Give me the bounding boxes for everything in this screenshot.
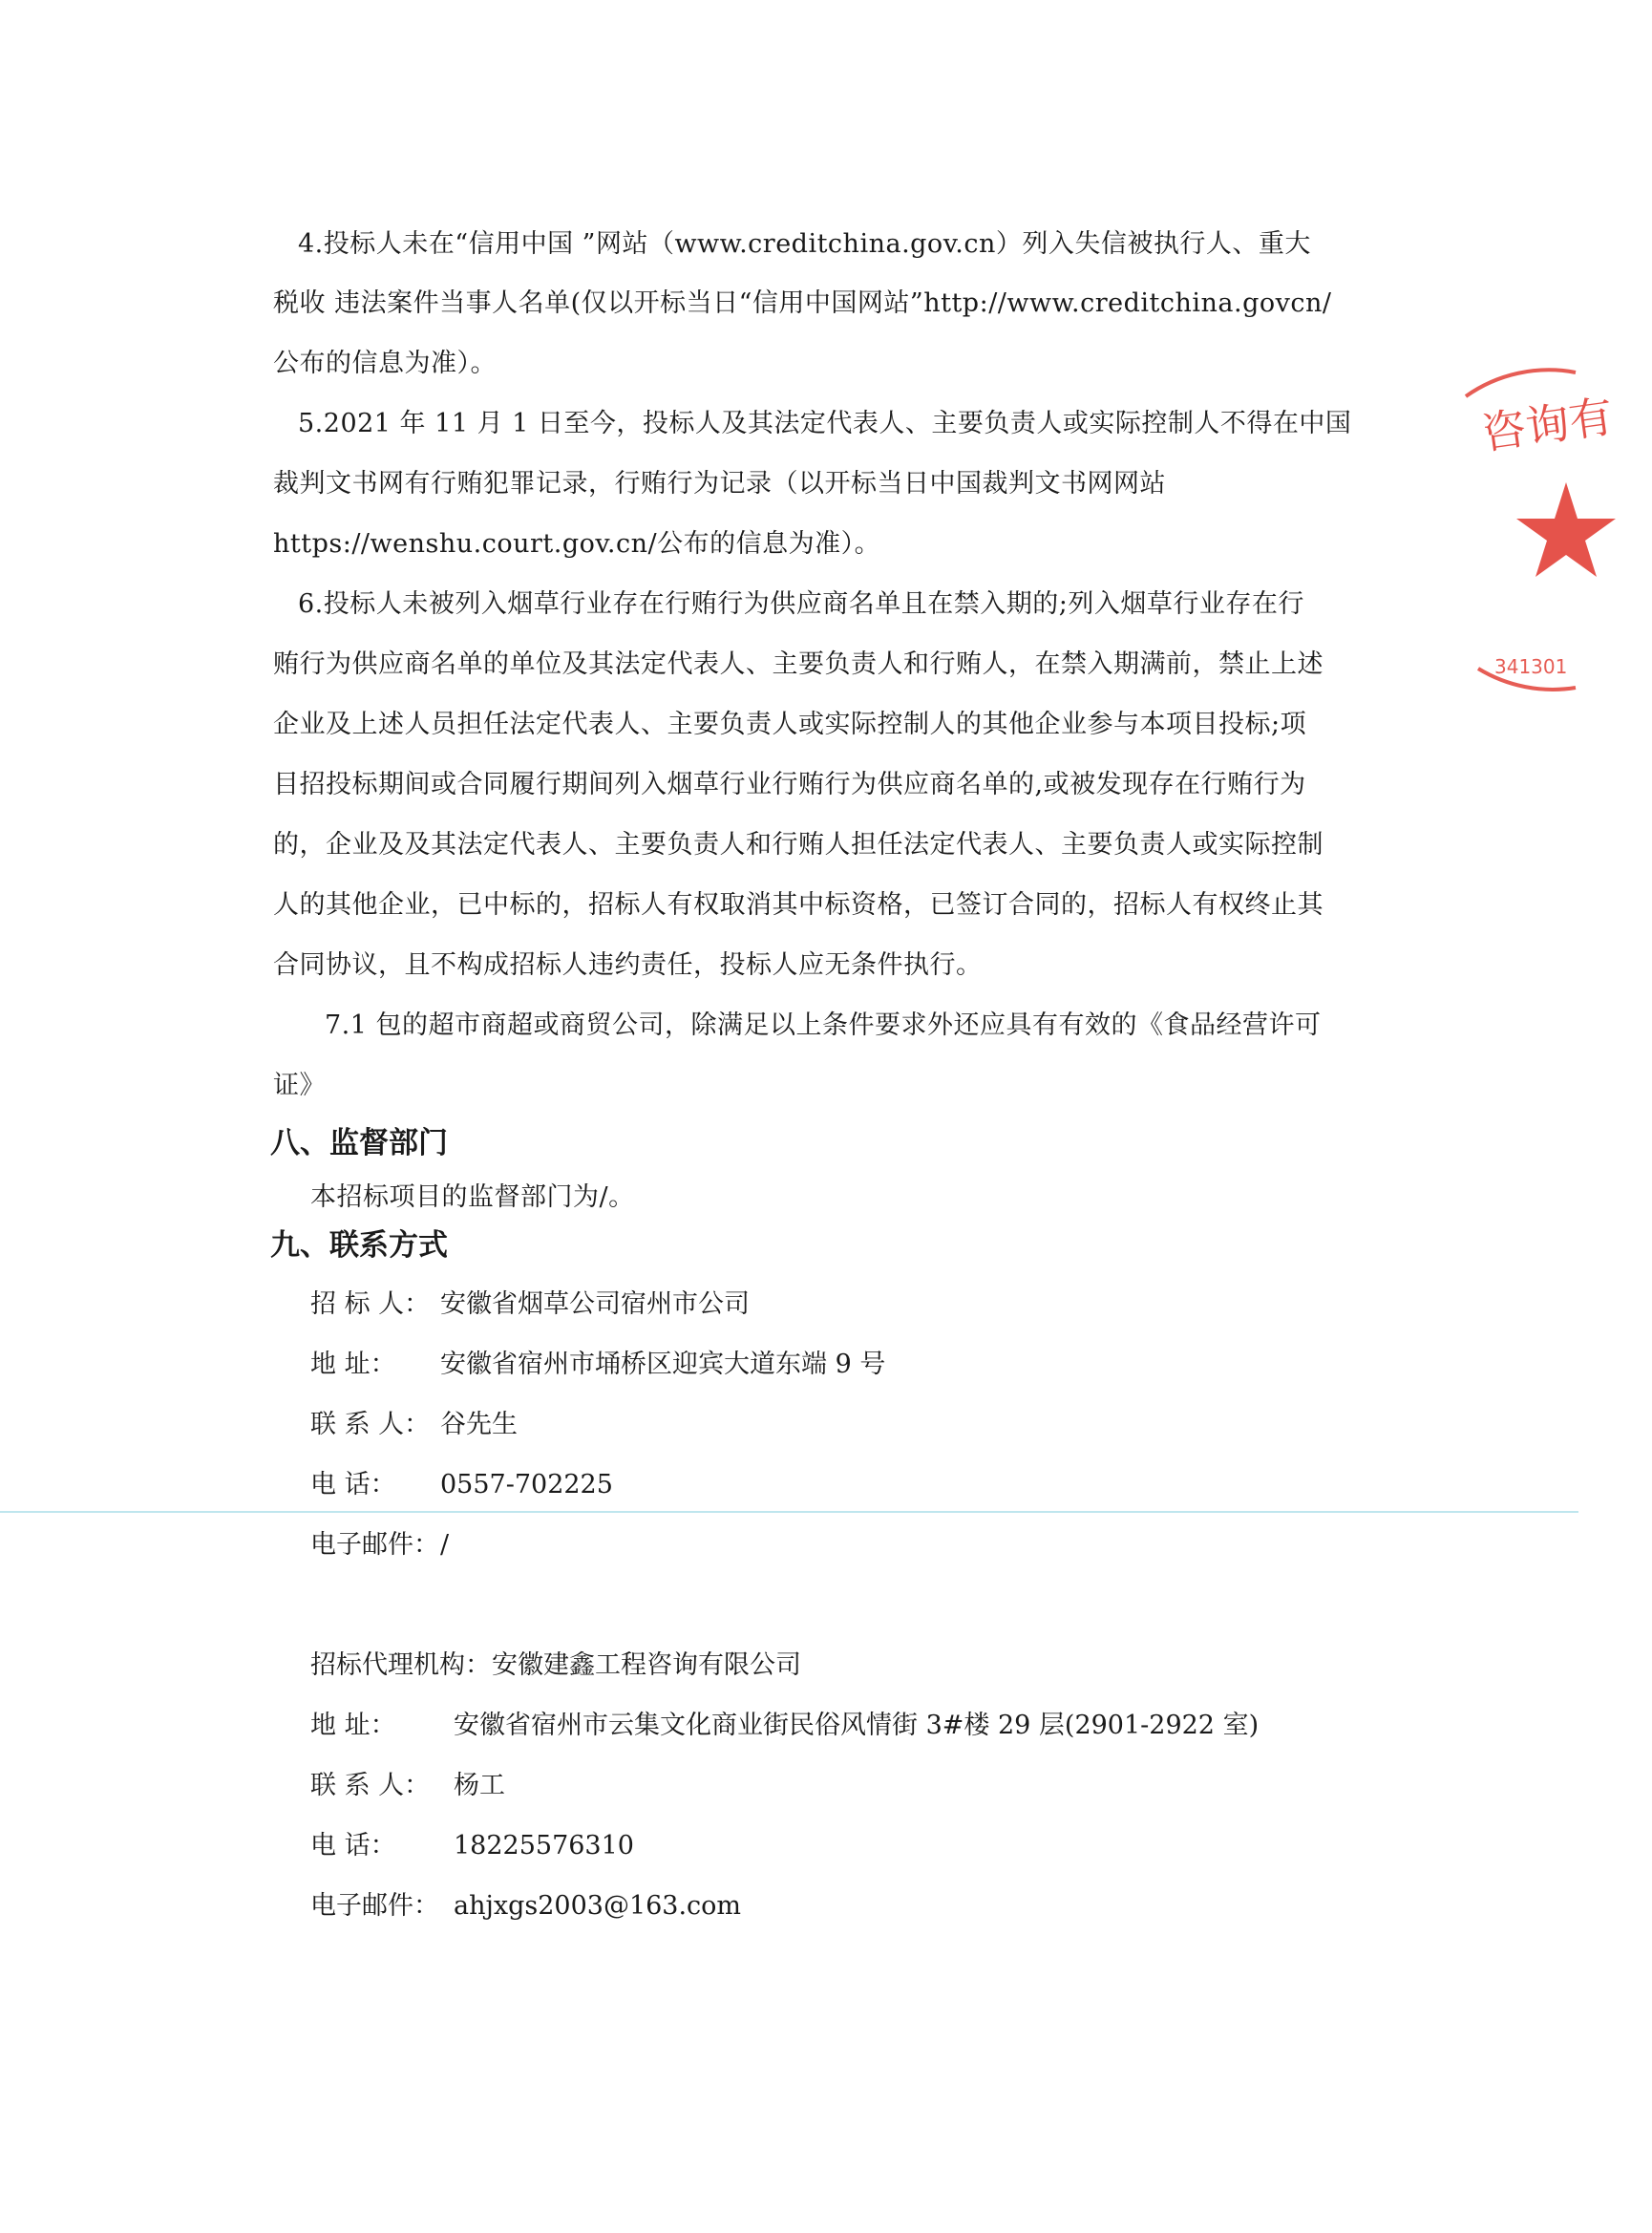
agency-email: ahjxgs2003@163.com: [454, 1891, 742, 1921]
supervision-text: 本招标项目的监督部门为/。: [310, 1182, 635, 1212]
agency-phone: 18225576310: [454, 1831, 634, 1861]
agency-phone-row: [310, 1830, 634, 1862]
tenderer-email: /: [440, 1530, 450, 1560]
item-4-line-1: 4.投标人未在“信用中国 ”网站（www.creditchina.gov.cn）列入失信被执行人、重大: [298, 229, 1311, 259]
tenderer-contact-person: 谷先生: [440, 1410, 518, 1439]
item-7-line-1: 7.1 包的超市商超或商贸公司，除满足以上条件要求外还应具有有效的《食品经营许可: [325, 1010, 1322, 1040]
item-6-line-6: 人的其他企业，已中标的，招标人有权取消其中标资格，已签订合同的，招标人有权终止其: [273, 890, 1324, 920]
company-seal: [1461, 363, 1652, 707]
agency-name-row: [310, 1649, 801, 1682]
agency-contact-row: [310, 1770, 505, 1802]
field-label: 联 系 人：: [310, 1771, 431, 1800]
item-5-line-1: 5.2021 年 11 月 1 日至今，投标人及其法定代表人、主要负责人或实际控制人不得在中国: [298, 409, 1352, 438]
item-4-line-2: 税收 违法案件当事人名单(仅以开标当日“信用中国网站”http://www.creditchina.govcn/: [273, 288, 1332, 318]
field-label: 电子邮件：: [310, 1530, 439, 1560]
field-label: 地 址：: [310, 1711, 396, 1740]
tenderer-email-row: [310, 1529, 449, 1562]
tenderer-address-row: [310, 1349, 885, 1381]
item-6-line-3: 企业及上述人员担任法定代表人、主要负责人或实际控制人的其他企业参与本项目投标;项: [273, 710, 1307, 739]
field-label: 联 系 人：: [310, 1410, 431, 1439]
item-4-line-3: 公布的信息为准）。: [273, 349, 497, 378]
contact-heading: 九、联系方式: [270, 1228, 448, 1263]
tenderer-name: 安徽省烟草公司宿州市公司: [440, 1289, 750, 1319]
supervision-heading: 八、监督部门: [270, 1126, 448, 1160]
field-label: 地 址：: [310, 1350, 396, 1379]
svg-text:咨询有: 咨询有: [1478, 390, 1617, 460]
item-6-line-2: 贿行为供应商名单的单位及其法定代表人、主要负责人和行贿人，在禁入期满前，禁止上述: [273, 649, 1324, 679]
item-7-line-2: 证》: [273, 1071, 326, 1100]
agency-contact-person: 杨工: [454, 1771, 505, 1800]
agency-address-row: [310, 1710, 1259, 1742]
tenderer-phone-row: [310, 1469, 613, 1501]
svg-text:341301: 341301: [1494, 655, 1568, 678]
item-6-line-5: 的，企业及及其法定代表人、主要负责人和行贿人担任法定代表人、主要负责人或实际控制: [273, 830, 1324, 860]
item-6-line-4: 目招投标期间或合同履行期间列入烟草行业行贿行为供应商名单的,或被发现存在行贿行为: [273, 770, 1306, 799]
field-label: 电子邮件：: [310, 1891, 439, 1921]
item-6-line-7: 合同协议，且不构成招标人违约责任，投标人应无条件执行。: [273, 950, 983, 980]
field-label: 招 标 人：: [310, 1289, 431, 1319]
agency-name: 安徽建鑫工程咨询有限公司: [492, 1650, 801, 1680]
tenderer-phone: 0557-702225: [440, 1470, 613, 1499]
field-label: 电 话：: [310, 1470, 396, 1499]
tenderer-name-row: [310, 1288, 750, 1321]
agency-email-row: [310, 1890, 741, 1923]
tenderer-contact-row: [310, 1409, 518, 1441]
tenderer-address: 安徽省宿州市埇桥区迎宾大道东端 9 号: [440, 1350, 886, 1379]
seal-star-icon: [1516, 482, 1616, 577]
scan-divider-line: [0, 1511, 1578, 1513]
field-label: 电 话：: [310, 1831, 396, 1861]
item-5-line-3: https://wenshu.court.gov.cn/公布的信息为准）。: [273, 529, 881, 559]
field-label: 招标代理机构：: [310, 1650, 491, 1680]
agency-address: 安徽省宿州市云集文化商业街民俗风情街 3#楼 29 层(2901-2922 室): [454, 1711, 1260, 1740]
item-6-line-1: 6.投标人未被列入烟草行业存在行贿行为供应商名单且在禁入期的;列入烟草行业存在行: [298, 589, 1304, 619]
item-5-line-2: 裁判文书网有行贿犯罪记录，行贿行为记录（以开标当日中国裁判文书网网站: [273, 469, 1166, 499]
